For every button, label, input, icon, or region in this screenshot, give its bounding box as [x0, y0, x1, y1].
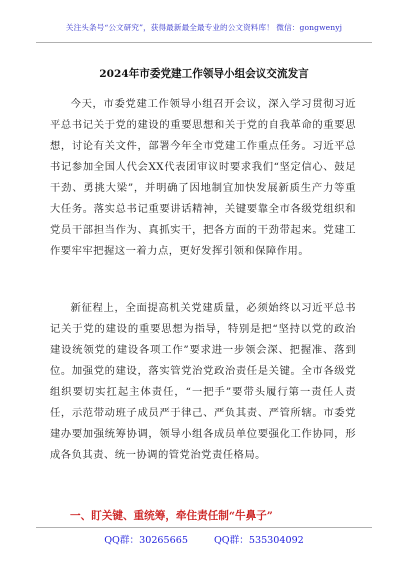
paragraph-text: 新征程上，全面提高机关党建质量，必须始终以习近平总书记关于党的建设的重要思想为指导，特别是把“坚持以党的政治建设统领党的建设各项工作”要求进一步领会深、把握准、落到位。加强党的建设，落实管党治党政治责任是关键。全市各级党组织要切实扛起主体责任，“一把手”要带头履行第一责任人责任，示范带动班子成员严于律己、严负其责、严管所辖。市委党建办要加强统筹协调，领导小组各成员单位要强化工作协同，形成各负其责、统一协调的管党治党责任格局。 [50, 302, 356, 461]
qq-group-1: QQ群：30265665 [104, 535, 188, 546]
body-paragraph-2 [50, 298, 356, 466]
header-divider [36, 42, 372, 43]
section-heading: 一、盯关键、重统筹，牵住责任制“牛鼻子” [70, 510, 273, 522]
footer-contact [0, 532, 408, 546]
qq-group-2: QQ群：535304092 [213, 535, 304, 546]
header-banner: 关注头条号“公文研究”，获得最新最全最专业的公文资料库！ 微信：gongwenyj [65, 23, 343, 32]
paragraph-text: 今天，市委党建工作领导小组召开会议，深入学习贯彻习近平总书记关于党的建设的重要思想和关于党的自我革命的重要思想，讨论有关文件，部署今年全市党建工作重点任务。习近平总书记参加全国人代会XX代表团审议时要求我们“坚定信心、鼓足干劲、勇挑大梁”，并明确了因地制宜加快发展新质生产力等重大任务。落实总书记重要讲话精神，关键要靠全市各级党组织和党员干部担当作为、真抓实干，把各方面的干劲带起来。党建工作要牢牢把握这一着力点，更好发挥引领和保障作用。 [50, 98, 356, 257]
body-paragraph-1 [50, 94, 356, 262]
footer-divider [36, 527, 372, 528]
document-title: 2024年市委党建工作领导小组会议交流发言 [99, 68, 309, 80]
